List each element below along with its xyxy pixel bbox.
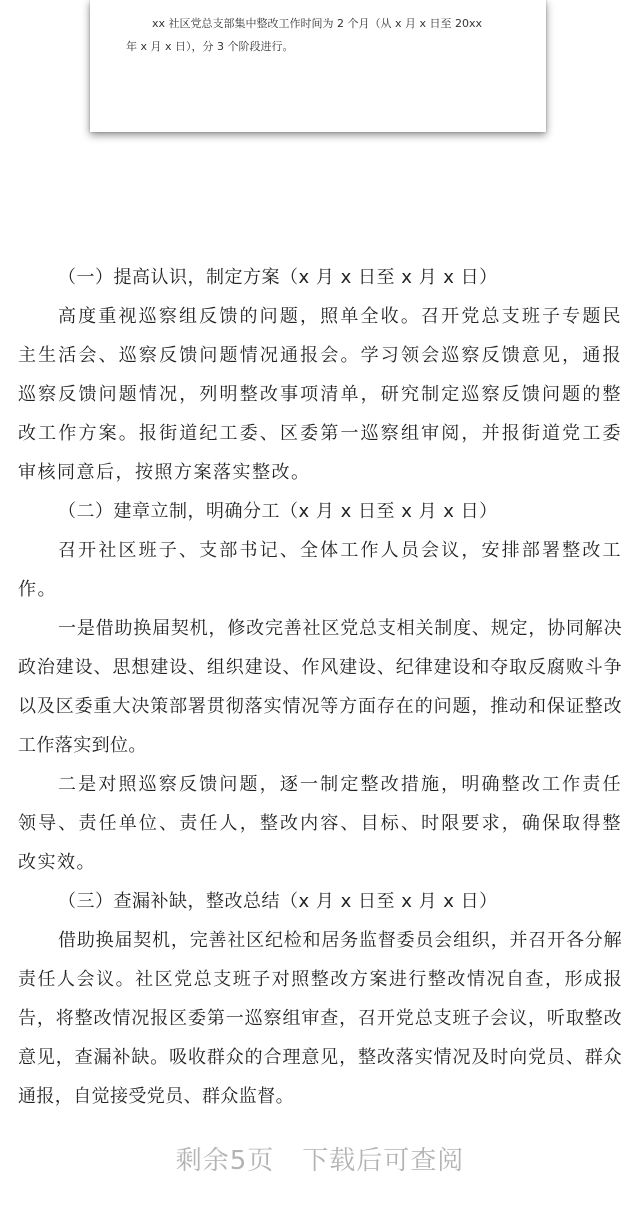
section-heading-1: （一）提高认识，制定方案（x 月 x 日至 x 月 x 日）	[58, 267, 498, 288]
preview-line-2: 年 x 月 x 日），分 3 个阶段进行。	[126, 40, 294, 53]
document-body	[18, 258, 622, 1116]
remaining-pages-label: 剩余5页	[175, 1146, 275, 1176]
document-preview-card	[90, 0, 546, 132]
section-heading-2: （二）建章立制，明确分工（x 月 x 日至 x 月 x 日）	[58, 501, 498, 522]
section-2-paragraph-2: 一是借助换届契机，修改完善社区党总支相关制度、规定，协同解决政治建设、思想建设、组织建设、作风建设、纪律建设和夺取反腐败斗争以及区委重大决策部署贯彻落实情况等方面存在的问题，推动和保证整改工作落实到位。	[18, 618, 622, 756]
download-prompt[interactable]	[0, 1140, 640, 1177]
section-2-paragraph-3: 二是对照巡察反馈问题，逐一制定整改措施，明确整改工作责任领导、责任单位、责任人，整改内容、目标、时限要求，确保取得整改实效。	[18, 774, 622, 873]
section-3-paragraph: 借助换届契机，完善社区纪检和居务监督委员会组织，并召开各分解责任人会议。社区党总支班子对照整改方案进行整改情况自查，形成报告，将整改情况报区委第一巡察组审查，召开党总支班子会议，听取整改意见，查漏补缺。吸收群众的合理意见，整改落实情况及时向党员、群众通报，自觉接受党员、群众监督。	[18, 930, 622, 1107]
section-2-paragraph-1: 召开社区班子、支部书记、全体工作人员会议，安排部署整改工作。	[18, 540, 622, 600]
download-to-read-label[interactable]: 下载后可查阅	[302, 1146, 465, 1176]
section-1-paragraph: 高度重视巡察组反馈的问题，照单全收。召开党总支班子专题民主生活会、巡察反馈问题情况通报会。学习领会巡察反馈意见，通报巡察反馈问题情况，列明整改事项清单，研究制定巡察反馈问题的整改工作方案。报街道纪工委、区委第一巡察组审阅，并报街道党工委审核同意后，按照方案落实整改。	[18, 306, 622, 483]
preview-line-1: xx 社区党总支部集中整改工作时间为 2 个月（从 x 月 x 日至 20xx	[152, 17, 483, 30]
section-heading-3: （三）查漏补缺，整改总结（x 月 x 日至 x 月 x 日）	[58, 891, 498, 912]
